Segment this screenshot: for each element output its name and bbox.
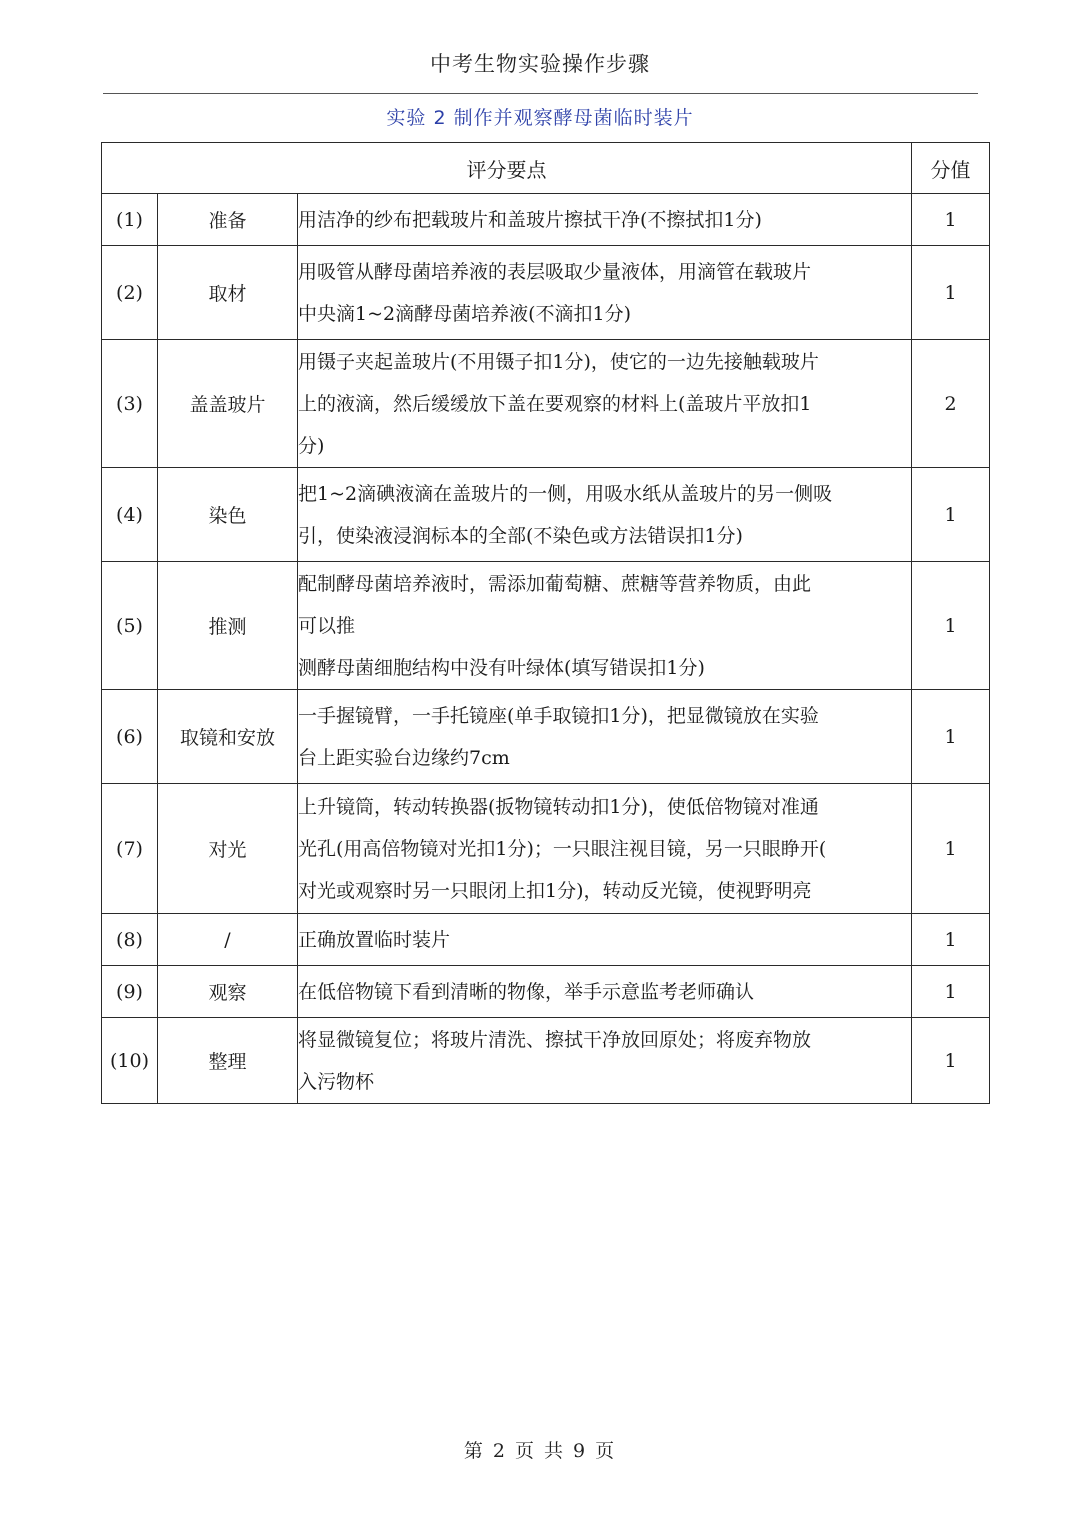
description-line: 在低倍物镜下看到清晰的物像，举手示意监考老师确认: [298, 980, 755, 1003]
page-title: 中考生物实验操作步骤: [430, 52, 650, 76]
description-line: 用镊子夹起盖玻片(不用镊子扣1分)，使它的一边先接触载玻片: [298, 350, 819, 373]
row-number: (8): [102, 914, 158, 966]
table-row: [102, 966, 990, 1018]
row-number: (10): [102, 1018, 158, 1104]
row-category: 染色: [158, 468, 298, 562]
description-line: 上的液滴，然后缓缓放下盖在要观察的材料上(盖玻片平放扣1: [298, 392, 812, 415]
row-number: (1): [102, 194, 158, 246]
row-description: [298, 562, 912, 690]
description-line: 对光或观察时另一只眼闭上扣1分)，转动反光镜，使视野明亮: [298, 879, 812, 902]
row-description: [298, 246, 912, 340]
description-line: 用洁净的纱布把载玻片和盖玻片擦拭干净(不擦拭扣1分): [298, 208, 762, 231]
row-number: (9): [102, 966, 158, 1018]
header-divider: [103, 93, 978, 94]
row-number: (3): [102, 340, 158, 468]
table-row: [102, 690, 990, 784]
page-number: 第 2 页 共 9 页: [463, 1440, 617, 1462]
row-description: [298, 966, 912, 1018]
row-score: 1: [912, 914, 990, 966]
description-line: 台上距实验台边缘约7cm: [298, 746, 510, 769]
table-row: [102, 1018, 990, 1104]
row-category: 对光: [158, 784, 298, 914]
description-line: 上升镜筒，转动转换器(扳物镜转动扣1分)，使低倍物镜对准通: [298, 795, 819, 818]
table-header-row: [102, 143, 990, 194]
description-line: 可以推: [298, 614, 356, 637]
table-row: [102, 194, 990, 246]
row-number: (6): [102, 690, 158, 784]
row-category: 整理: [158, 1018, 298, 1104]
section-title: 实验 2 制作并观察酵母菌临时装片: [386, 107, 694, 129]
table-row: [102, 340, 990, 468]
row-description: [298, 194, 912, 246]
table-body: [102, 194, 990, 1104]
row-score: 1: [912, 784, 990, 914]
row-description: [298, 690, 912, 784]
row-number: (4): [102, 468, 158, 562]
row-description: [298, 784, 912, 914]
row-score: 1: [912, 966, 990, 1018]
row-description: [298, 340, 912, 468]
description-line: 分): [298, 434, 325, 457]
description-line: 把1~2滴碘液滴在盖玻片的一侧，用吸水纸从盖玻片的另一侧吸: [298, 482, 833, 505]
table-row: [102, 246, 990, 340]
description-line: 中央滴1~2滴酵母菌培养液(不滴扣1分): [298, 302, 632, 325]
header-points: 评分要点: [102, 143, 912, 194]
table-row: [102, 784, 990, 914]
row-score: 1: [912, 194, 990, 246]
row-category: 盖盖玻片: [158, 340, 298, 468]
table-row: [102, 562, 990, 690]
table-row: [102, 914, 990, 966]
description-line: 将显微镜复位；将玻片清洗、擦拭干净放回原处；将废弃物放: [298, 1028, 812, 1051]
row-category: 取镜和安放: [158, 690, 298, 784]
row-score: 1: [912, 468, 990, 562]
description-line: 引，使染液浸润标本的全部(不染色或方法错误扣1分): [298, 524, 743, 547]
row-category: 观察: [158, 966, 298, 1018]
row-category: /: [158, 914, 298, 966]
table-row: [102, 468, 990, 562]
row-description: [298, 468, 912, 562]
description-line: 光孔(用高倍物镜对光扣1分)；一只眼注视目镜，另一只眼睁开(: [298, 837, 827, 860]
row-category: 推测: [158, 562, 298, 690]
row-category: 准备: [158, 194, 298, 246]
row-category: 取材: [158, 246, 298, 340]
row-score: 2: [912, 340, 990, 468]
description-line: 入污物杯: [298, 1070, 375, 1093]
scoring-table: [101, 142, 990, 1104]
description-line: 用吸管从酵母菌培养液的表层吸取少量液体，用滴管在载玻片: [298, 260, 812, 283]
row-score: 1: [912, 690, 990, 784]
header-score: 分值: [912, 143, 990, 194]
row-description: [298, 1018, 912, 1104]
description-line: 测酵母菌细胞结构中没有叶绿体(填写错误扣1分): [298, 656, 705, 679]
row-number: (5): [102, 562, 158, 690]
row-score: 1: [912, 562, 990, 690]
row-number: (2): [102, 246, 158, 340]
row-score: 1: [912, 246, 990, 340]
row-number: (7): [102, 784, 158, 914]
description-line: 一手握镜臂，一手托镜座(单手取镜扣1分)，把显微镜放在实验: [298, 704, 819, 727]
description-line: 正确放置临时装片: [298, 928, 451, 951]
row-description: [298, 914, 912, 966]
row-score: 1: [912, 1018, 990, 1104]
description-line: 配制酵母菌培养液时，需添加葡萄糖、蔗糖等营养物质，由此: [298, 572, 812, 595]
